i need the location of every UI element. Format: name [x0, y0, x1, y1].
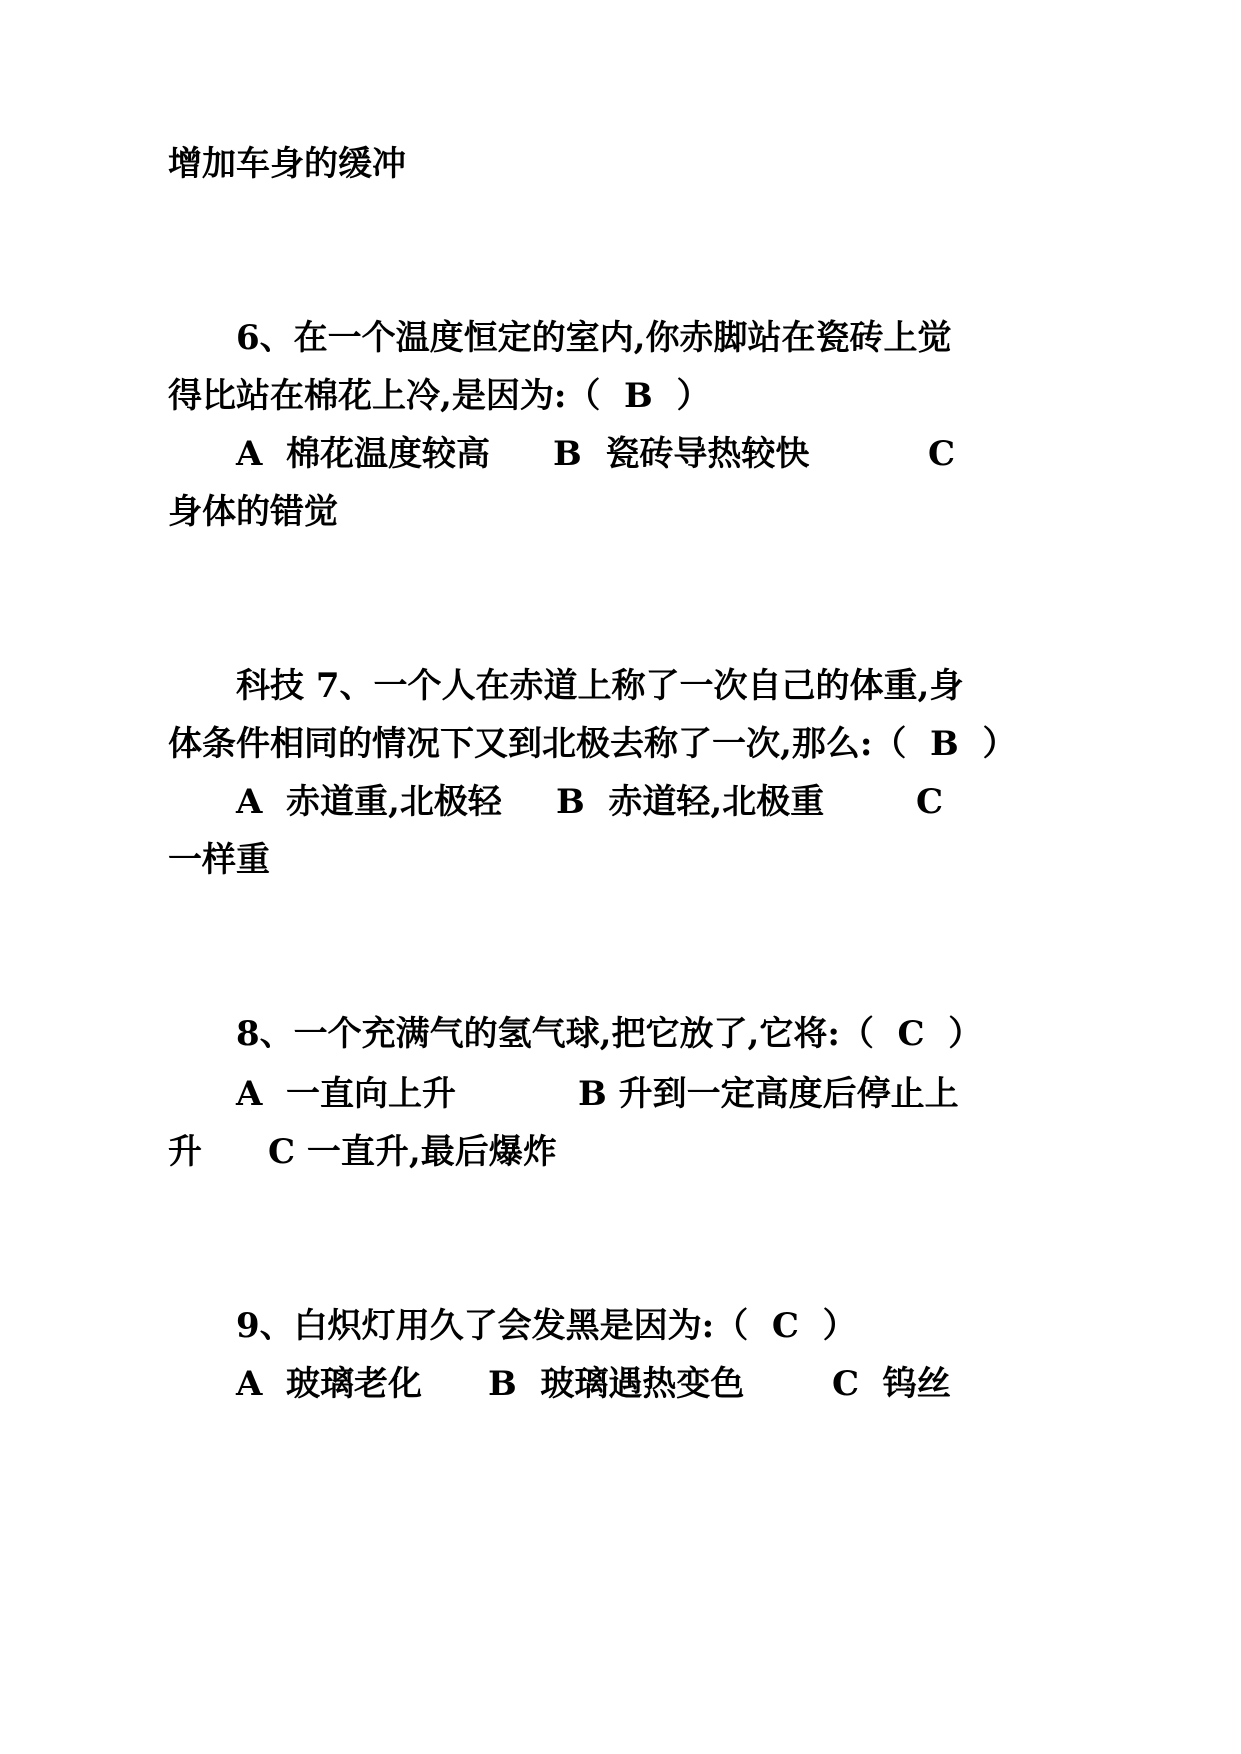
option-a: A 赤道重,北极轻	[236, 782, 502, 822]
option-b: B 瓷砖导热较快	[553, 434, 810, 474]
question-6-options-continued	[0, 490, 338, 578]
text-segment: 9、白炽灯用久了会发黑是因为:（ C ）	[236, 1306, 857, 1346]
text-segment: 身体的错觉	[168, 492, 338, 532]
option-c: C 钨丝	[832, 1364, 951, 1404]
option-a: A 玻璃老化	[236, 1364, 423, 1404]
text-segment: 一样重	[168, 840, 270, 880]
text-line	[0, 142, 406, 230]
option-c: C	[928, 434, 956, 474]
text-segment: 6、在一个温度恒定的室内,你赤脚站在瓷砖上觉	[236, 318, 952, 358]
text-segment: 科技 7、一个人在赤道上称了一次自己的体重,身	[236, 666, 964, 706]
text-segment: 得比站在棉花上冷,是因为:（ B ）	[168, 376, 711, 416]
question-9-options	[0, 1362, 951, 1538]
text-segment: 体条件相同的情况下又到北极去称了一次,那么:（ B ）	[168, 724, 1017, 764]
question-7-options-continued	[0, 838, 270, 926]
option-b: B 赤道轻,北极重	[556, 782, 825, 822]
option-a: A 一直向上升	[236, 1074, 457, 1114]
text-segment: 8、一个充满气的氢气球,把它放了,它将:（ C ）	[236, 1014, 983, 1054]
option-b: B 升到一定高度后停止上	[578, 1074, 959, 1114]
text-segment: 增加车身的缓冲	[168, 144, 406, 184]
option-c: C 一直升,最后爆炸	[268, 1132, 557, 1172]
option-c: C	[916, 782, 944, 822]
option-a: A 棉花温度较高	[236, 434, 491, 474]
option-b: B 玻璃遇热变色	[488, 1364, 745, 1404]
question-8-options-continued	[0, 1130, 557, 1262]
text-segment: 升	[168, 1132, 202, 1172]
